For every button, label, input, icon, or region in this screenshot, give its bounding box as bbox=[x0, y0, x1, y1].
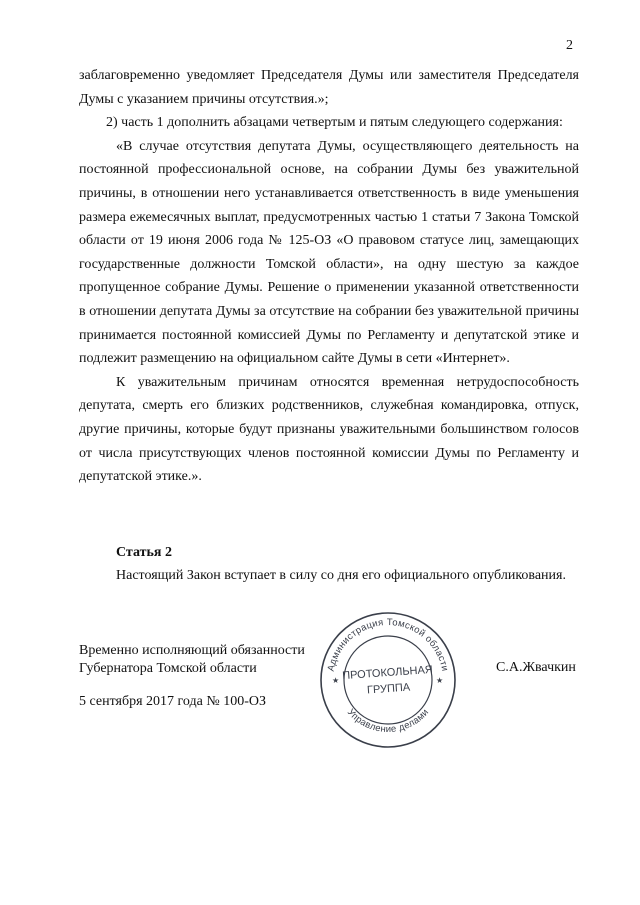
stamp-star-left-icon: ★ bbox=[332, 676, 340, 685]
stamp-center-line-2: ГРУППА bbox=[366, 681, 411, 697]
paragraph-continuation: заблаговременно уведомляет Председателя Думы или заместителя Председателя Думы с указанием причины отсутствия.»; bbox=[79, 68, 579, 107]
document-body bbox=[79, 64, 579, 489]
stamp-ring-top-text: Администрация Томской области bbox=[325, 616, 451, 673]
article-heading: Статья 2 bbox=[116, 545, 172, 560]
stamp-center-line-1: ПРОТОКОЛЬНАЯ bbox=[341, 663, 434, 683]
paragraph-valid-reasons: К уважительным причинам относятся временная нетрудоспособность депутата, смерть его близких родственников, служебная командировка, отпуск, другие причины, которые будут признаны уважительными большинством голосов от числа присутствующих членов постоянной комиссии Думы по Регламенту и депутатской этике.». bbox=[79, 374, 579, 485]
signer-position-line-2: Губернатора Томской области bbox=[79, 661, 257, 676]
signer-position-line-1: Временно исполняющий обязанности bbox=[79, 643, 305, 658]
stamp-ring-bottom-text: Управление делами bbox=[344, 706, 432, 736]
official-stamp bbox=[318, 610, 458, 750]
paragraph-quoted-responsibility: «В случае отсутствия депутата Думы, осуществляющего деятельность на постоянной профессиональной основе, на собрании Думы без уважительной причины, в отношении него устанавливается ответственность в виде уменьшения размера ежемесячных выплат, предусмотренных частью 1 статьи 7 Закона Томской области от 19 июня 2006 года № 125-ОЗ «О правовом статусе лиц, замещающих государственные должности Томской области», на одну шестую за каждое пропущенное собрание Думы. Решение о применении указанной ответственности в отношении депутата Думы за отсутствие на собрании без уважительной причины принимается постоянной комиссией Думы по Регламенту и депутатской этике и подлежит размещению на официальном сайте Думы в сети «Интернет». bbox=[79, 138, 579, 367]
signer-position bbox=[79, 642, 305, 678]
signer-name: С.А.Жвачкин bbox=[496, 660, 576, 675]
page-number: 2 bbox=[566, 38, 573, 53]
law-date-number: 5 сентября 2017 года № 100-ОЗ bbox=[79, 694, 266, 709]
stamp-star-right-icon: ★ bbox=[436, 676, 444, 685]
paragraph-amendment-item: 2) часть 1 дополнить абзацами четвертым и пятым следующего содержания: bbox=[106, 115, 563, 131]
article-text: Настоящий Закон вступает в силу со дня его официального опубликования. bbox=[116, 568, 566, 583]
